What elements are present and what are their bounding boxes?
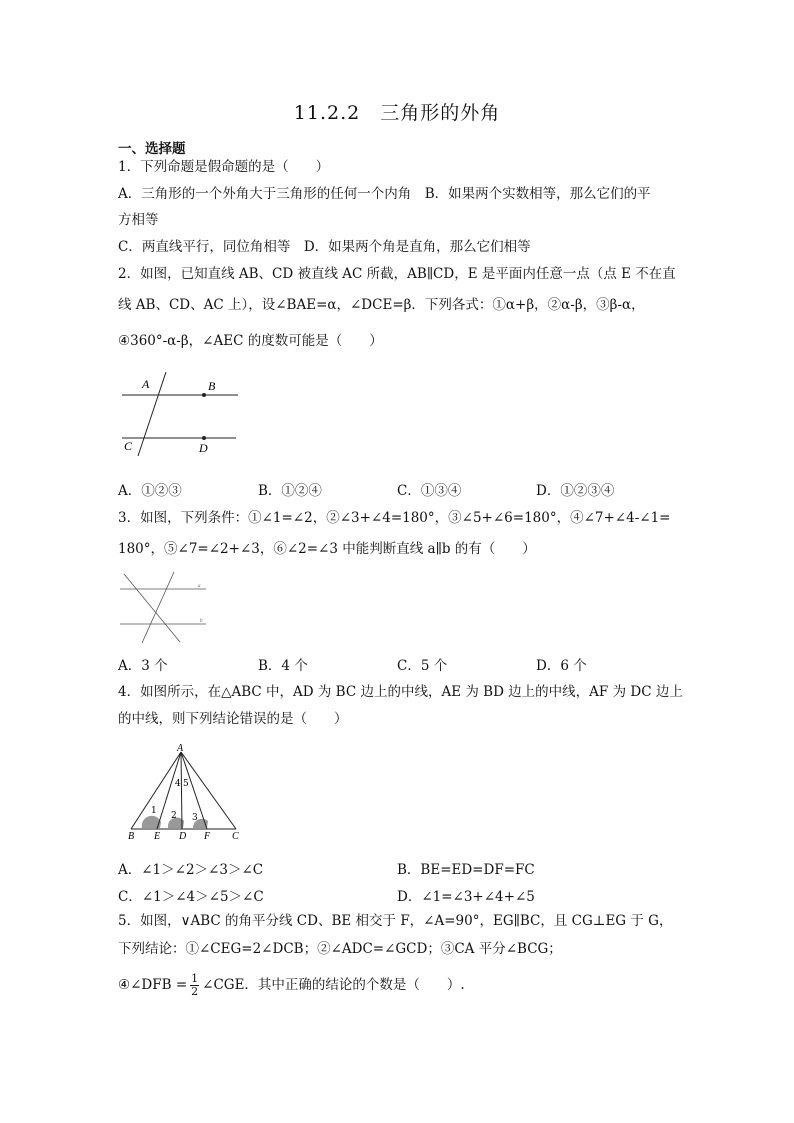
q4-stem-line2: 的中线，则下列结论错误的是（ ） — [118, 711, 348, 727]
q2-option-d: D．①②③④ — [536, 483, 615, 499]
transversal-2 — [142, 572, 174, 643]
q5-stem-line3 — [118, 968, 465, 1002]
q3-option-d: D．6 个 — [536, 658, 587, 674]
q2-option-c: C．①③④ — [397, 483, 462, 499]
label-c: C — [232, 831, 239, 842]
point-b — [202, 393, 206, 397]
angle-label-1: 1 — [151, 806, 157, 816]
q4-option-d: D．∠1=∠3+∠4+∠5 — [397, 889, 535, 905]
q5-stem-line2: 下列结论：①∠CEG=2∠DCB；②∠ADC=∠GCD；③CA 平分∠BCG； — [118, 941, 562, 957]
label-a: a — [198, 584, 201, 589]
q2-stem-line3: ④360°-α-β，∠AEC 的度数可能是（ ） — [118, 333, 383, 349]
q1-option-a-b: A．三角形的一个外角大于三角形的任何一个内角 B．如果两个实数相等，那么它们的平 — [118, 186, 651, 202]
fraction-denominator: 2 — [191, 984, 199, 998]
page-title: 11.2.2 三角形的外角 — [293, 102, 501, 124]
q5-item4-suffix: ∠CGE．其中正确的结论的个数是（ ）. — [202, 977, 465, 993]
label-b: B — [128, 831, 135, 842]
q1-option-c-d: C．两直线平行，同位角相等 D．如果两个角是直角，那么它们相等 — [118, 239, 531, 255]
q2-figure — [118, 370, 243, 460]
angle-label-5: 5 — [183, 779, 189, 789]
label-d: D — [199, 441, 208, 455]
median-ae — [157, 752, 181, 829]
angle-label-4: 4 — [175, 779, 181, 789]
q2-stem-line2: 线 AB、CD、AC 上），设∠BAE=α，∠DCE=β．下列各式：①α+β，②α-β，③β-α， — [118, 297, 645, 313]
q2-option-b: B．①②④ — [258, 483, 322, 499]
label-b: B — [208, 379, 216, 393]
q4-option-a: A．∠1＞∠2＞∠3＞∠C — [118, 862, 264, 878]
angle-label-3: 3 — [192, 813, 198, 823]
label-c: C — [124, 439, 133, 453]
label-a: A — [142, 377, 150, 391]
q4-option-b: B．BE=ED=DF=FC — [397, 862, 535, 878]
q5-item4-prefix: ④∠DFB = — [118, 977, 188, 993]
q4-option-c: C．∠1＞∠4＞∠5＞∠C — [118, 889, 264, 905]
q2-option-a: A．①②③ — [118, 483, 182, 499]
label-d: D — [179, 831, 187, 842]
side-ac — [181, 752, 236, 829]
transversal-1 — [124, 574, 180, 642]
q1-option-b-cont: 方相等 — [118, 212, 159, 228]
q3-option-c: C．5 个 — [397, 658, 448, 674]
q3-stem-line2: 180°，⑤∠7=∠2+∠3，⑥∠2=∠3 中能判断直线 a∥b 的有（ ） — [118, 541, 536, 557]
label-e: E — [154, 831, 161, 842]
label-b: b — [200, 619, 203, 624]
angle-label-2: 2 — [171, 811, 177, 821]
q5-stem-line1: 5．如图，∨ABC 的角平分线 CD、BE 相交于 F，∠A=90°，EG∥BC，且 CG⊥EG 于 G， — [118, 913, 673, 929]
q4-stem-line1: 4．如图所示，在△ABC 中，AD 为 BC 边上的中线，AE 为 BD 边上的中线，AF 为 DC 边上 — [118, 684, 683, 700]
q1-stem: 1．下列命题是假命题的是（ ） — [118, 159, 330, 175]
label-f: F — [204, 831, 211, 842]
fraction-one-half — [190, 973, 199, 998]
label-a: A — [177, 743, 184, 754]
q3-stem-line1: 3．如图，下列条件：①∠1=∠2，②∠3+∠4=180°，③∠5+∠6=180°，④∠7+∠4-∠1= — [118, 510, 671, 526]
point-d — [202, 436, 206, 440]
q3-option-b: B．4 个 — [258, 658, 308, 674]
median-ad — [181, 752, 182, 829]
q4-figure — [118, 742, 248, 842]
section-heading: 一、选择题 — [118, 141, 186, 157]
q3-option-a: A．3 个 — [118, 658, 168, 674]
q2-stem-line1: 2．如图，已知直线 AB、CD 被直线 AC 所截，AB∥CD，E 是平面内任意一点（点 E 不在直 — [118, 266, 676, 282]
fraction-numerator: 1 — [191, 971, 199, 985]
q3-figure — [118, 570, 208, 645]
